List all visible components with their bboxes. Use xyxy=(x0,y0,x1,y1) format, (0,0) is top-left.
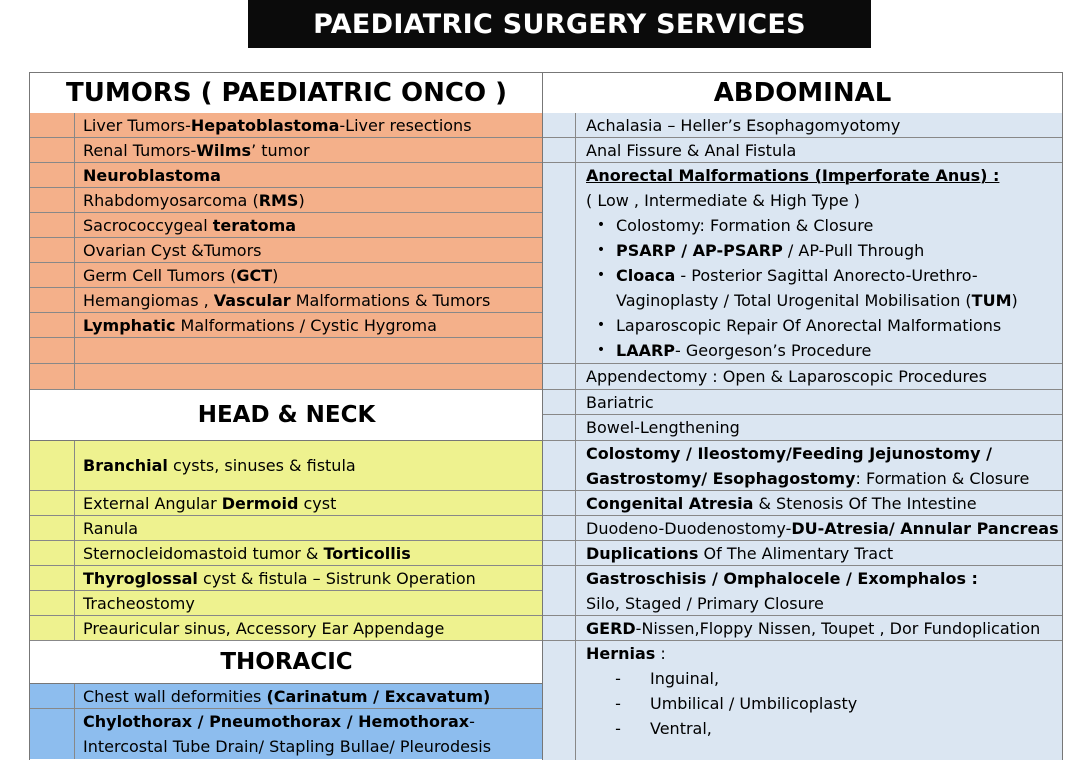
hernia-umbilical: - Umbilical / Umbilicoplasty xyxy=(615,694,858,713)
tumor-row-ovarian: Ovarian Cyst &Tumors xyxy=(30,238,543,263)
hn-row-preauricular: Preauricular sinus, Accessory Ear Appendage xyxy=(30,616,543,641)
abd-row-atresia: Congenital Atresia & Stenosis Of The Intestine xyxy=(543,491,1062,516)
tumor-row-neuroblastoma: Neuroblastoma xyxy=(30,163,543,188)
abdominal-header: ABDOMINAL xyxy=(543,72,1062,114)
head-neck-header: HEAD & NECK xyxy=(30,390,543,441)
page-banner: PAEDIATRIC SURGERY SERVICES xyxy=(248,0,871,48)
thoracic-row-chest-wall: Chest wall deformities (Carinatum / Excavatum) xyxy=(30,684,543,709)
abd-row-stomas: Colostomy / Ileostomy/Feeding Jejunostomy / Gastrostomy/ Esophagostomy: Formation & Closure xyxy=(543,441,1062,491)
bullet-psarp: • PSARP / AP-PSARP / AP-Pull Through xyxy=(596,241,925,260)
abd-row-bariatric: Bariatric xyxy=(543,390,1062,415)
hn-row-tracheostomy: Tracheostomy xyxy=(30,591,543,616)
abd-row-bowel: Bowel-Lengthening xyxy=(543,415,1062,441)
hn-row-thyroglossal: Thyroglossal cyst & fistula – Sistrunk Operation xyxy=(30,566,543,591)
abd-row-appendectomy: Appendectomy : Open & Laparoscopic Procedures xyxy=(543,364,1062,390)
left-column xyxy=(29,72,543,760)
abd-row-hernias: Hernias : - Inguinal, - Umbilical / Umbilicoplasty - Ventral, xyxy=(543,641,1062,760)
tumor-row-gct: Germ Cell Tumors (GCT) xyxy=(30,263,543,288)
tumor-row-empty-1 xyxy=(30,338,543,364)
tumors-header: TUMORS ( PAEDIATRIC ONCO ) xyxy=(30,72,543,114)
hn-row-torticollis: Sternocleidomastoid tumor & Torticollis xyxy=(30,541,543,566)
tumor-row-rms: Rhabdomyosarcoma (RMS) xyxy=(30,188,543,213)
thoracic-header: THORACIC xyxy=(30,641,543,684)
thoracic-row-chylothorax: Chylothorax / Pneumothorax / Hemothorax- Intercostal Tube Drain/ Stapling Bullae/ Pleurodesis xyxy=(30,709,543,759)
bullet-laarp: • LAARP- Georgeson’s Procedure xyxy=(596,341,872,360)
abd-row-duodeno: Duodeno-Duodenostomy-DU-Atresia/ Annular Pancreas xyxy=(543,516,1062,541)
hn-row-branchial: Branchial cysts, sinuses & fistula xyxy=(30,441,543,491)
abd-row-anal-fissure: Anal Fissure & Anal Fistula xyxy=(543,138,1062,163)
abd-row-anorectal: Anorectal Malformations (Imperforate Anus) : ( Low , Intermediate & High Type ) • Colostomy: Formation & Closure • PSARP / AP-PSARP / AP-Pull Through • Cloaca - Posterior Sagittal Anorecto-Urethro- Vaginoplasty / Total Urogenital Mobilisation (TUM) • Laparoscopic Repair Of Anorectal Malformations • LAARP- Georgeson’s Procedure xyxy=(543,163,1062,364)
abd-row-gerd: GERD-Nissen,Floppy Nissen, Toupet , Dor Fundoplication xyxy=(543,616,1062,641)
hernia-inguinal: - Inguinal, xyxy=(615,669,720,688)
bullet-colostomy: • Colostomy: Formation & Closure xyxy=(596,216,874,235)
tumor-row-liver: Liver Tumors-Hepatoblastoma-Liver resections xyxy=(30,113,543,138)
tumor-row-hemangioma: Hemangiomas , Vascular Malformations & Tumors xyxy=(30,288,543,313)
abd-row-gastroschisis: Gastroschisis / Omphalocele / Exomphalos : Silo, Staged / Primary Closure xyxy=(543,566,1062,616)
tumor-row-lymphatic: Lymphatic Malformations / Cystic Hygroma xyxy=(30,313,543,338)
tumor-row-empty-2 xyxy=(30,364,543,390)
right-column xyxy=(542,72,1063,760)
abd-row-achalasia: Achalasia – Heller’s Esophagomyotomy xyxy=(543,113,1062,138)
tumor-row-renal: Renal Tumors-Wilms’ tumor xyxy=(30,138,543,163)
bullet-cloaca: • Cloaca - Posterior Sagittal Anorecto-Urethro- xyxy=(596,266,978,285)
hn-row-dermoid: External Angular Dermoid cyst xyxy=(30,491,543,516)
tumor-row-teratoma: Sacrococcygeal teratoma xyxy=(30,213,543,238)
hn-row-ranula: Ranula xyxy=(30,516,543,541)
abd-row-duplications: Duplications Of The Alimentary Tract xyxy=(543,541,1062,566)
bullet-cloaca-cont: Vaginoplasty / Total Urogenital Mobilisation (TUM) xyxy=(616,291,1018,310)
hernia-ventral: - Ventral, xyxy=(615,719,712,738)
bullet-laparoscopic: • Laparoscopic Repair Of Anorectal Malformations xyxy=(596,316,1002,335)
